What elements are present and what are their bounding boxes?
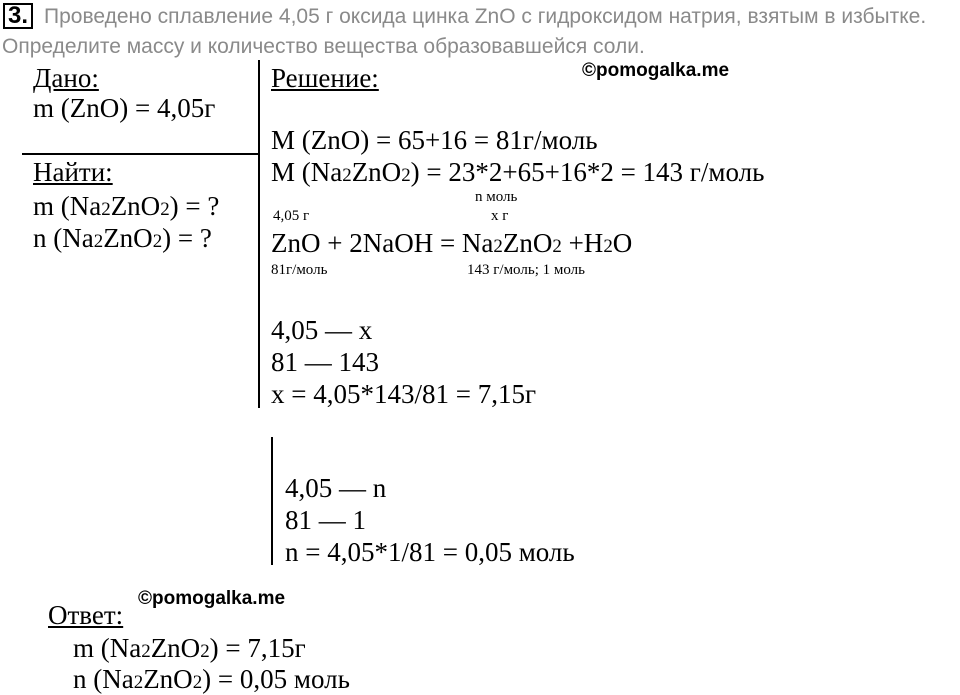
proportion1-line2: 81 — 143 <box>271 347 379 377</box>
proportion2-divider <box>271 437 273 565</box>
watermark-bottom: ©pomogalka.me <box>138 588 286 609</box>
annotation-143: 143 г/моль; 1 моль <box>467 262 585 278</box>
find-amount: n (Na2ZnO2) = ? <box>33 223 212 253</box>
annotation-81: 81г/моль <box>271 262 328 278</box>
find-mass: m (Na2ZnO2) = ? <box>33 191 220 221</box>
proportion1-line1: 4,05 — x <box>271 315 373 345</box>
solution-divider <box>258 60 260 408</box>
annotation-405-g: 4,05 г <box>273 208 310 224</box>
answer-title: Ответ: <box>48 600 124 630</box>
molar-mass-zno: M (ZnO) = 65+16 = 81г/моль <box>271 125 598 155</box>
answer-mass: m (Na2ZnO2) = 7,15г <box>73 633 306 663</box>
proportion1-result: x = 4,05*143/81 = 7,15г <box>271 379 537 409</box>
molar-mass-salt: M (Na2ZnO2) = 23*2+65+16*2 = 143 г/моль <box>271 157 765 187</box>
given-title: Дано: <box>33 63 99 93</box>
solution-title: Решение: <box>271 63 379 93</box>
proportion2-result: n = 4,05*1/81 = 0,05 моль <box>285 537 575 567</box>
answer-amount: n (Na2ZnO2) = 0,05 моль <box>73 664 350 694</box>
task-text-line1: Проведено сплавление 4,05 г оксида цинка ZnO с гидроксидом натрия, взятым в избытке. <box>44 5 927 28</box>
given-mass: m (ZnO) = 4,05г <box>33 93 216 123</box>
annotation-n-mol: n моль <box>475 189 518 205</box>
task-number: 3. <box>3 3 33 29</box>
proportion2-line1: 4,05 — n <box>285 473 387 503</box>
given-divider <box>22 153 260 155</box>
proportion2-line2: 81 — 1 <box>285 505 366 535</box>
reaction-equation: ZnO + 2NaOH = Na2ZnO2 +H2O <box>271 228 633 258</box>
annotation-x-g: x г <box>491 208 509 224</box>
task-text-line2: Определите массу и количество вещества образовавшейся соли. <box>2 35 645 58</box>
watermark-top: ©pomogalka.me <box>582 60 730 81</box>
find-title: Найти: <box>33 157 113 187</box>
